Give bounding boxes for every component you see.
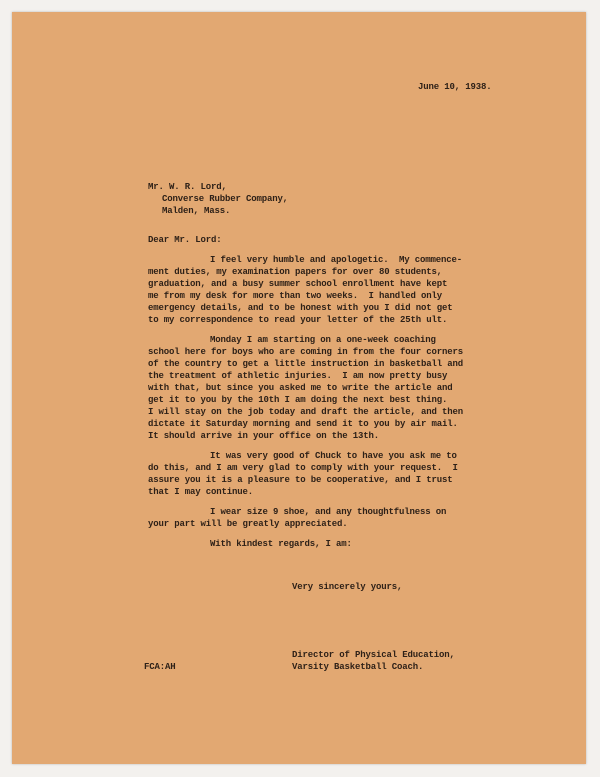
letter-date: June 10, 1938. (418, 82, 492, 92)
paragraph-line: I wear size 9 shoe, and any thoughtfulness on (210, 507, 447, 517)
letter-page (12, 12, 586, 764)
paragraph-line: I will stay on the job today and draft the article, and then (148, 407, 464, 417)
complimentary-close: Very sincerely yours, (292, 582, 403, 592)
paragraph-line: I feel very humble and apologetic. My commence- (210, 255, 463, 265)
paragraph-line: ment duties, my examination papers for over 80 students, (148, 267, 443, 277)
paragraph-line: assure you it is a pleasure to be cooperative, and I trust (148, 475, 453, 485)
recipient-name: Mr. W. R. Lord, (148, 182, 227, 192)
paragraph-line: to my correspondence to read your letter of the 25th ult. (148, 315, 448, 325)
paragraph-line: It was very good of Chuck to have you ask me to (210, 451, 457, 461)
paragraph-line: do this, and I am very glad to comply with your request. I (148, 463, 458, 473)
typist-initials: FCA:AH (144, 662, 176, 672)
recipient-company: Converse Rubber Company, (162, 194, 289, 204)
salutation: Dear Mr. Lord: (148, 235, 222, 245)
paragraph-line: dictate it Saturday morning and send it to you by air mail. (148, 419, 458, 429)
paragraph-line: the treatment of athletic injuries. I am now pretty busy (148, 371, 448, 381)
closing-line: With kindest regards, I am: (210, 539, 352, 549)
paragraph-line: school here for boys who are coming in from the four corners (148, 347, 464, 357)
paragraph-line: of the country to get a little instruction in basketball and (148, 359, 464, 369)
paragraph-line: that I may continue. (148, 487, 254, 497)
paragraph-line: Monday I am starting on a one-week coaching (210, 335, 436, 345)
paragraph-line: get it to you by the 10th I am doing the next best thing. (148, 395, 448, 405)
paragraph-line: with that, but since you asked me to write the article and (148, 383, 453, 393)
signature-title-1: Director of Physical Education, (292, 650, 455, 660)
paragraph-line: It should arrive in your office on the 13th. (148, 431, 380, 441)
paragraph-line: your part will be greatly appreciated. (148, 519, 348, 529)
signature-title-2: Varsity Basketball Coach. (292, 662, 424, 672)
paragraph-line: graduation, and a busy summer school enrollment have kept (148, 279, 448, 289)
paragraph-line: emergency details, and to be honest with you I did not get (148, 303, 453, 313)
recipient-city: Malden, Mass. (162, 206, 231, 216)
paragraph-line: me from my desk for more than two weeks. I handled only (148, 291, 443, 301)
